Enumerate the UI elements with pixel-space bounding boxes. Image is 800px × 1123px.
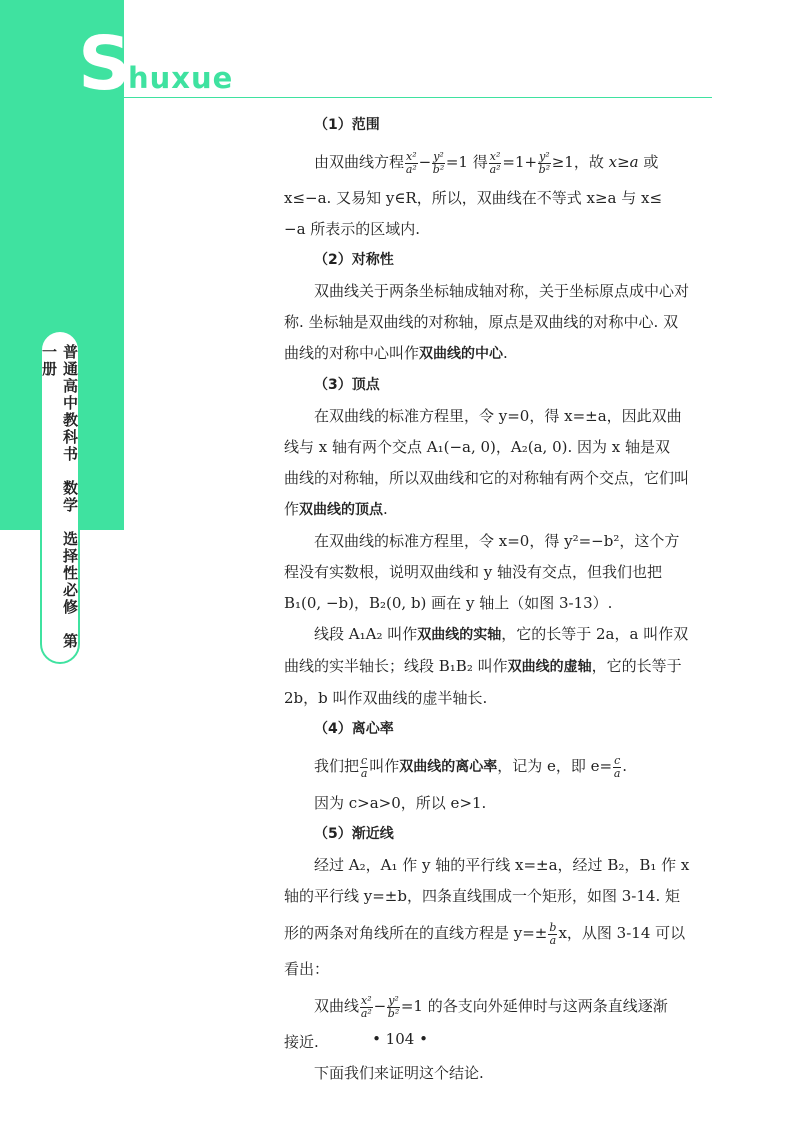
paragraph-line: x≤−a. 又易知 y∈R，所以，双曲线在不等式 x≥a 与 x≤ bbox=[284, 189, 663, 207]
section-heading-symmetry: （2）对称性 bbox=[314, 252, 394, 268]
fraction: $\frac{\text{y²}}{\text{b²}}$ bbox=[432, 149, 445, 176]
paragraph-line: 经过 A₂，A₁ 作 y 轴的平行线 x=±a，经过 B₂，B₁ 作 x bbox=[314, 856, 690, 874]
paragraph-line: −a 所表示的区域内. bbox=[284, 220, 421, 238]
term-center: 双曲线的中心 bbox=[419, 346, 504, 362]
paragraph-line: B₁(0, −b)，B₂(0, b) 画在 y 轴上（如图 3-13）. bbox=[284, 594, 613, 612]
section-heading-asymptote: （5）渐近线 bbox=[314, 826, 394, 842]
section-heading-vertex: （3）顶点 bbox=[314, 377, 380, 393]
page-number: • 104 • bbox=[372, 1030, 428, 1048]
page-content bbox=[284, 110, 712, 1089]
paragraph-line: 看出： bbox=[284, 960, 330, 978]
paragraph-line: 称. 坐标轴是双曲线的对称轴，原点是双曲线的对称中心. 双 bbox=[284, 313, 679, 331]
paragraph-line: 我们把 $\frac{c}{a}$ 叫作双曲线的离心率，记为 e，即 e= $\frac{c}{a}$ . bbox=[314, 753, 628, 780]
paragraph-line: 曲线的实半轴长；线段 B₁B₂ 叫作双曲线的虚轴，它的长等于 bbox=[284, 657, 682, 675]
paragraph-line: 接近. bbox=[284, 1033, 319, 1051]
paragraph-line: 线与 x 轴有两个交点 A₁(−a, 0)，A₂(a, 0). 因为 x 轴是双 bbox=[284, 438, 671, 456]
fraction: $\frac{\text{x²}}{\text{a²}}$ bbox=[489, 149, 501, 176]
paragraph-line: 因为 c>a>0，所以 e>1. bbox=[314, 794, 487, 812]
paragraph-line: 在双曲线的标准方程里，令 x=0，得 y²=−b²，这个方 bbox=[314, 532, 680, 550]
paragraph-line: 程没有实数根，说明双曲线和 y 轴没有交点，但我们也把 bbox=[284, 563, 663, 581]
term-real-axis: 双曲线的实轴 bbox=[417, 627, 502, 643]
paragraph-line: 曲线的对称中心叫作双曲线的中心. bbox=[284, 344, 508, 362]
paragraph-line: 作双曲线的顶点. bbox=[284, 500, 388, 518]
fraction: $\frac{c}{a}$ bbox=[613, 753, 621, 780]
logo-letter-s: S bbox=[78, 21, 132, 107]
book-title-tab bbox=[40, 330, 80, 664]
paragraph-line: 线段 A₁A₂ 叫作双曲线的实轴，它的长等于 2a，a 叫作双 bbox=[314, 625, 689, 643]
fraction: $\frac{\text{x²}}{\text{a²}}$ bbox=[405, 149, 417, 176]
fraction: $\frac{b}{a}$ bbox=[549, 920, 557, 947]
shuxue-logo bbox=[78, 21, 278, 107]
paragraph-line: 形的两条对角线所在的直线方程是 y=± $\frac{b}{a}$ x，从图 3-14 可以 bbox=[284, 920, 686, 947]
paragraph-line: 双曲线 $\frac{\text{x²}}{\text{a²}}$ − $\frac{\text{y²}}{\text{b²}}$ =1 的各支向外延伸时与这两条直线逐渐 bbox=[314, 993, 668, 1020]
paragraph-line: 由双曲线方程 $\frac{\text{x²}}{\text{a²}}$ − $\frac{\text{y²}}{\text{b²}}$ =1 得 $\frac{\text{x²}}{\text{a²}}$ =1+ $\frac{\text{y²}}{\text{b²}}$ ≥1，故 x≥a 或 bbox=[314, 149, 659, 176]
paragraph-line: 2b，b 叫作双曲线的虚半轴长. bbox=[284, 689, 488, 707]
paragraph-line: 轴的平行线 y=±b，四条直线围成一个矩形，如图 3-14. 矩 bbox=[284, 887, 680, 905]
fraction: $\frac{\text{x²}}{\text{a²}}$ bbox=[360, 993, 372, 1020]
paragraph-line: 下面我们来证明这个结论. bbox=[314, 1064, 484, 1082]
paragraph-line: 曲线的对称轴，所以双曲线和它的对称轴有两个交点，它们叫 bbox=[284, 469, 690, 487]
logo-text: huxue bbox=[128, 61, 234, 95]
book-title-text: 普通高中教科书 数学 选择性必修 第一册 bbox=[40, 344, 79, 650]
paragraph-line: 双曲线关于两条坐标轴成轴对称，关于坐标原点成中心对 bbox=[314, 282, 690, 300]
term-imaginary-axis: 双曲线的虚轴 bbox=[507, 659, 592, 675]
section-heading-range: （1）范围 bbox=[314, 117, 380, 133]
fraction: $\frac{\text{y²}}{\text{b²}}$ bbox=[538, 149, 551, 176]
term-vertex: 双曲线的顶点 bbox=[299, 502, 384, 518]
section-heading-eccentricity: （4）离心率 bbox=[314, 721, 394, 737]
fraction: $\frac{\text{y²}}{\text{b²}}$ bbox=[387, 993, 400, 1020]
paragraph-line: 在双曲线的标准方程里，令 y=0，得 x=±a，因此双曲 bbox=[314, 407, 682, 425]
fraction: $\frac{c}{a}$ bbox=[360, 753, 368, 780]
term-eccentricity: 双曲线的离心率 bbox=[399, 759, 498, 775]
